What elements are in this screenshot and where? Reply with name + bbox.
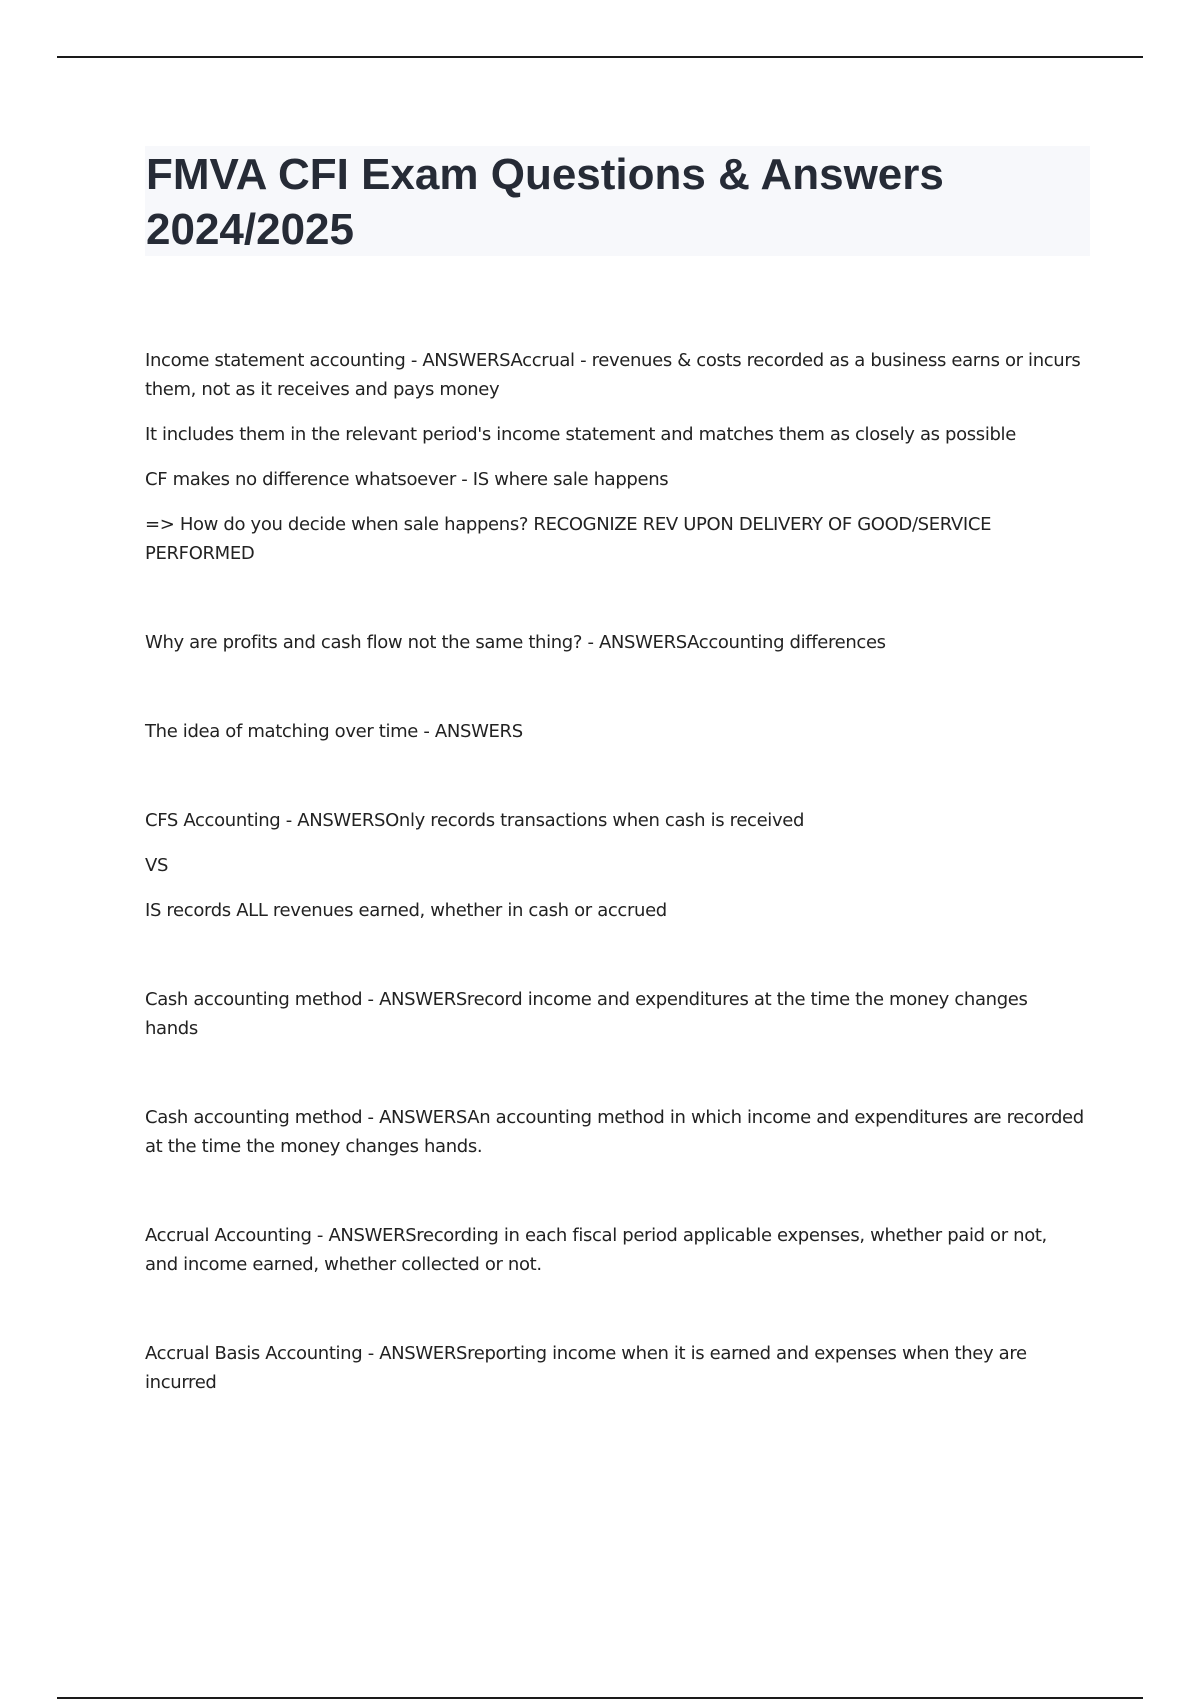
paragraph: IS records ALL revenues earned, whether in cash or accrued [145,900,667,921]
paragraph: CFS Accounting - ANSWERSOnly records transactions when cash is received [145,810,805,831]
paragraph: Cash accounting method - ANSWERSAn accounting method in which income and expenditures are recorded at the time the money changes hands. [145,1107,1084,1157]
footer-rule [57,1697,1143,1699]
paragraph: The idea of matching over time - ANSWERS [145,721,523,742]
paragraph: Why are profits and cash flow not the same thing? - ANSWERSAccounting differences [145,632,886,653]
document-body [145,346,1085,1397]
paragraph: Accrual Basis Accounting - ANSWERSreporting income when it is earned and expenses when they are incurred [145,1343,1027,1393]
paragraph: => How do you decide when sale happens? RECOGNIZE REV UPON DELIVERY OF GOOD/SERVICE PERFORMED [145,514,992,564]
header-rule [57,56,1143,58]
paragraph: Cash accounting method - ANSWERSrecord income and expenditures at the time the money changes hands [145,989,1028,1039]
paragraph: VS [145,855,169,876]
paragraph: It includes them in the relevant period's income statement and matches them as closely as possible [145,424,1016,445]
document-title: FMVA CFI Exam Questions & Answers 2024/2025 [146,150,944,254]
paragraph: Income statement accounting - ANSWERSAccrual - revenues & costs recorded as a business earns or incurs them, not as it receives and pays money [145,350,1081,400]
paragraph: CF makes no difference whatsoever - IS where sale happens [145,469,669,490]
paragraph: Accrual Accounting - ANSWERSrecording in each fiscal period applicable expenses, whether paid or not, and income earned, whether collected or not. [145,1225,1047,1275]
